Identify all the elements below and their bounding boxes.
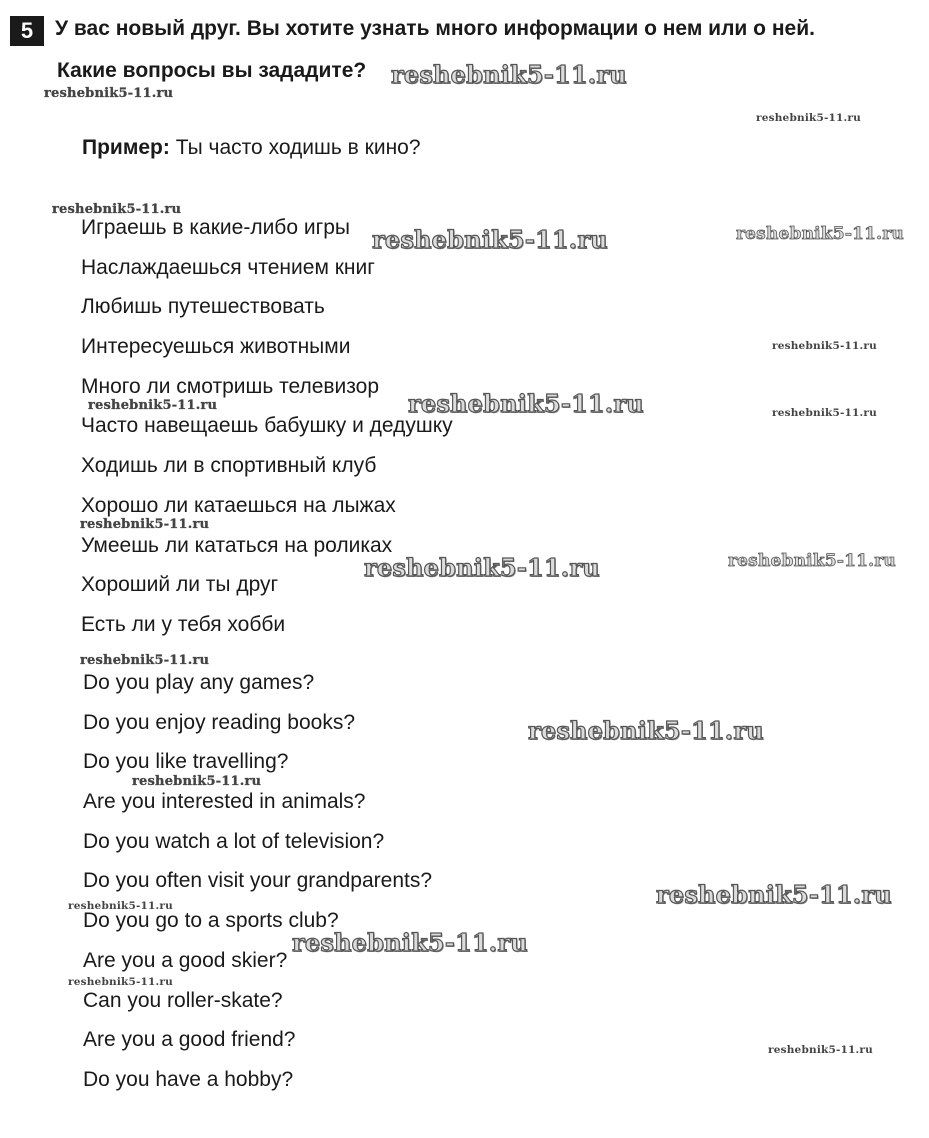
english-question: Do you have a hobby? (83, 1067, 294, 1091)
example-label: Пример: (82, 136, 170, 159)
watermark: reshebnik5-11.ru (656, 880, 892, 909)
watermark: reshebnik5-11.ru (728, 551, 896, 571)
example-line (82, 136, 421, 160)
russian-phrase: Ходишь ли в спортивный клуб (81, 454, 377, 478)
task-number-badge: 5 (10, 16, 44, 46)
english-question: Are you a good friend? (83, 1028, 296, 1052)
task-question: Какие вопросы вы зададите? (57, 59, 367, 82)
english-question: Do you go to a sports club? (83, 909, 339, 933)
watermark: reshebnik5-11.ru (736, 224, 904, 244)
russian-phrase: Любишь путешествовать (81, 295, 325, 319)
russian-phrase: Есть ли у тебя хобби (81, 612, 286, 636)
watermark: reshebnik5-11.ru (772, 340, 877, 352)
watermark: reshebnik5-11.ru (80, 517, 210, 532)
watermark: reshebnik5-11.ru (408, 389, 644, 418)
english-question: Do you enjoy reading books? (83, 710, 356, 734)
russian-phrase: Часто навещаешь бабушку и дедушку (81, 414, 453, 438)
english-question: Can you roller-skate? (83, 988, 283, 1012)
english-question: Do you watch a lot of television? (83, 829, 385, 853)
watermark: reshebnik5-11.ru (68, 976, 173, 988)
example-text: Ты часто ходишь в кино? (175, 136, 421, 159)
russian-phrase: Играешь в какие-либо игры (81, 216, 351, 239)
task-instruction: У вас новый друг. Вы хотите узнать много информации о нем или о ней. (55, 17, 815, 40)
russian-phrase: Хороший ли ты друг (81, 573, 279, 597)
watermark: reshebnik5-11.ru (44, 86, 174, 101)
russian-phrase: Наслаждаешься чтением книг (81, 255, 375, 279)
russian-phrases-list (81, 216, 453, 653)
watermark: reshebnik5-11.ru (80, 653, 210, 668)
watermark: reshebnik5-11.ru (292, 928, 528, 957)
english-question: Are you a good skier? (83, 948, 288, 972)
watermark: reshebnik5-11.ru (132, 774, 262, 789)
watermark: reshebnik5-11.ru (756, 112, 861, 124)
english-question: Do you play any games? (83, 671, 315, 694)
russian-phrase: Умеешь ли кататься на роликах (81, 533, 393, 557)
watermark: reshebnik5-11.ru (768, 1044, 873, 1056)
watermark: reshebnik5-11.ru (372, 225, 608, 254)
russian-phrase: Интересуешься животными (81, 335, 351, 359)
watermark: reshebnik5-11.ru (364, 553, 600, 582)
watermark: reshebnik5-11.ru (88, 398, 218, 413)
english-question: Do you like travelling? (83, 750, 289, 774)
watermark: reshebnik5-11.ru (68, 900, 173, 912)
watermark: reshebnik5-11.ru (52, 202, 182, 217)
russian-phrase: Много ли смотришь телевизор (81, 374, 380, 398)
russian-phrase: Хорошо ли катаешься на лыжах (81, 493, 396, 517)
watermark: reshebnik5-11.ru (528, 716, 764, 745)
english-questions-list (83, 671, 432, 1108)
english-question: Do you often visit your grandparents? (83, 869, 433, 893)
watermark: reshebnik5-11.ru (772, 407, 877, 419)
english-question: Are you interested in animals? (83, 790, 366, 814)
watermark: reshebnik5-11.ru (391, 60, 627, 89)
